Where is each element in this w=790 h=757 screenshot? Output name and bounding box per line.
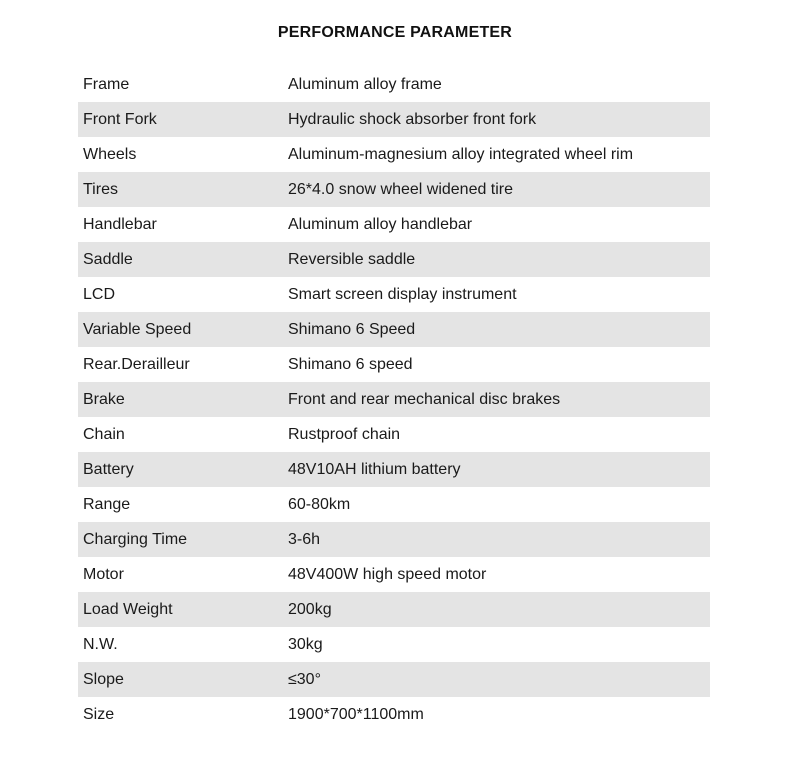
spec-label: Motor [83, 565, 124, 583]
spec-value: ≤30° [288, 670, 321, 688]
spec-label: Battery [83, 460, 134, 478]
spec-label: Wheels [83, 145, 137, 163]
spec-row-range [78, 487, 710, 522]
spec-value: Reversible saddle [288, 250, 416, 268]
spec-value: 30kg [288, 635, 323, 653]
spec-label: Tires [83, 180, 118, 198]
spec-row-net-weight [78, 627, 710, 662]
spec-label: Handlebar [83, 215, 157, 233]
spec-row-slope [78, 662, 710, 697]
spec-label: LCD [83, 285, 116, 303]
spec-row-size [78, 697, 710, 732]
spec-value: Rustproof chain [288, 425, 401, 443]
spec-value: Aluminum alloy handlebar [288, 215, 473, 233]
page-title: PERFORMANCE PARAMETER [277, 24, 513, 41]
spec-label: Charging Time [83, 530, 188, 548]
spec-label: Brake [83, 390, 125, 408]
spec-row-tires [78, 172, 710, 207]
spec-value: Hydraulic shock absorber front fork [288, 110, 537, 128]
spec-value: Shimano 6 Speed [288, 320, 416, 338]
spec-row-lcd [78, 277, 710, 312]
spec-value: Aluminum alloy frame [288, 75, 442, 93]
spec-label: Chain [83, 425, 125, 443]
spec-value: Front and rear mechanical disc brakes [288, 390, 561, 408]
spec-row-wheels [78, 137, 710, 172]
spec-label: Range [83, 495, 131, 513]
spec-label: N.W. [83, 635, 118, 653]
spec-value: 3-6h [288, 530, 321, 548]
spec-label: Variable Speed [83, 320, 192, 338]
spec-row-brake [78, 382, 710, 417]
spec-row-load-weight [78, 592, 710, 627]
spec-value: Aluminum-magnesium alloy integrated wheel rim [288, 145, 634, 163]
spec-label: Saddle [83, 250, 133, 268]
spec-value: 1900*700*1100mm [288, 705, 424, 723]
spec-label: Frame [83, 75, 130, 93]
spec-row-handlebar [78, 207, 710, 242]
spec-row-rear-derailleur [78, 347, 710, 382]
spec-row-variable-speed [78, 312, 710, 347]
spec-label: Front Fork [83, 110, 157, 128]
spec-row-chain [78, 417, 710, 452]
spec-label: Slope [83, 670, 124, 688]
spec-row-frame [78, 67, 710, 102]
spec-row-charging-time [78, 522, 710, 557]
spec-label: Size [83, 705, 115, 723]
spec-label: Rear.Derailleur [83, 355, 190, 373]
spec-row-battery [78, 452, 710, 487]
spec-table [78, 67, 710, 732]
spec-value: 48V400W high speed motor [288, 565, 487, 583]
spec-value: 26*4.0 snow wheel widened tire [288, 180, 514, 198]
spec-value: Smart screen display instrument [288, 285, 517, 303]
spec-value: 48V10AH lithium battery [288, 460, 461, 478]
spec-row-front-fork [78, 102, 710, 137]
spec-value: 200kg [288, 600, 332, 618]
spec-row-motor [78, 557, 710, 592]
spec-row-saddle [78, 242, 710, 277]
spec-value: 60-80km [288, 495, 351, 513]
spec-label: Load Weight [83, 600, 173, 618]
spec-value: Shimano 6 speed [288, 355, 413, 373]
